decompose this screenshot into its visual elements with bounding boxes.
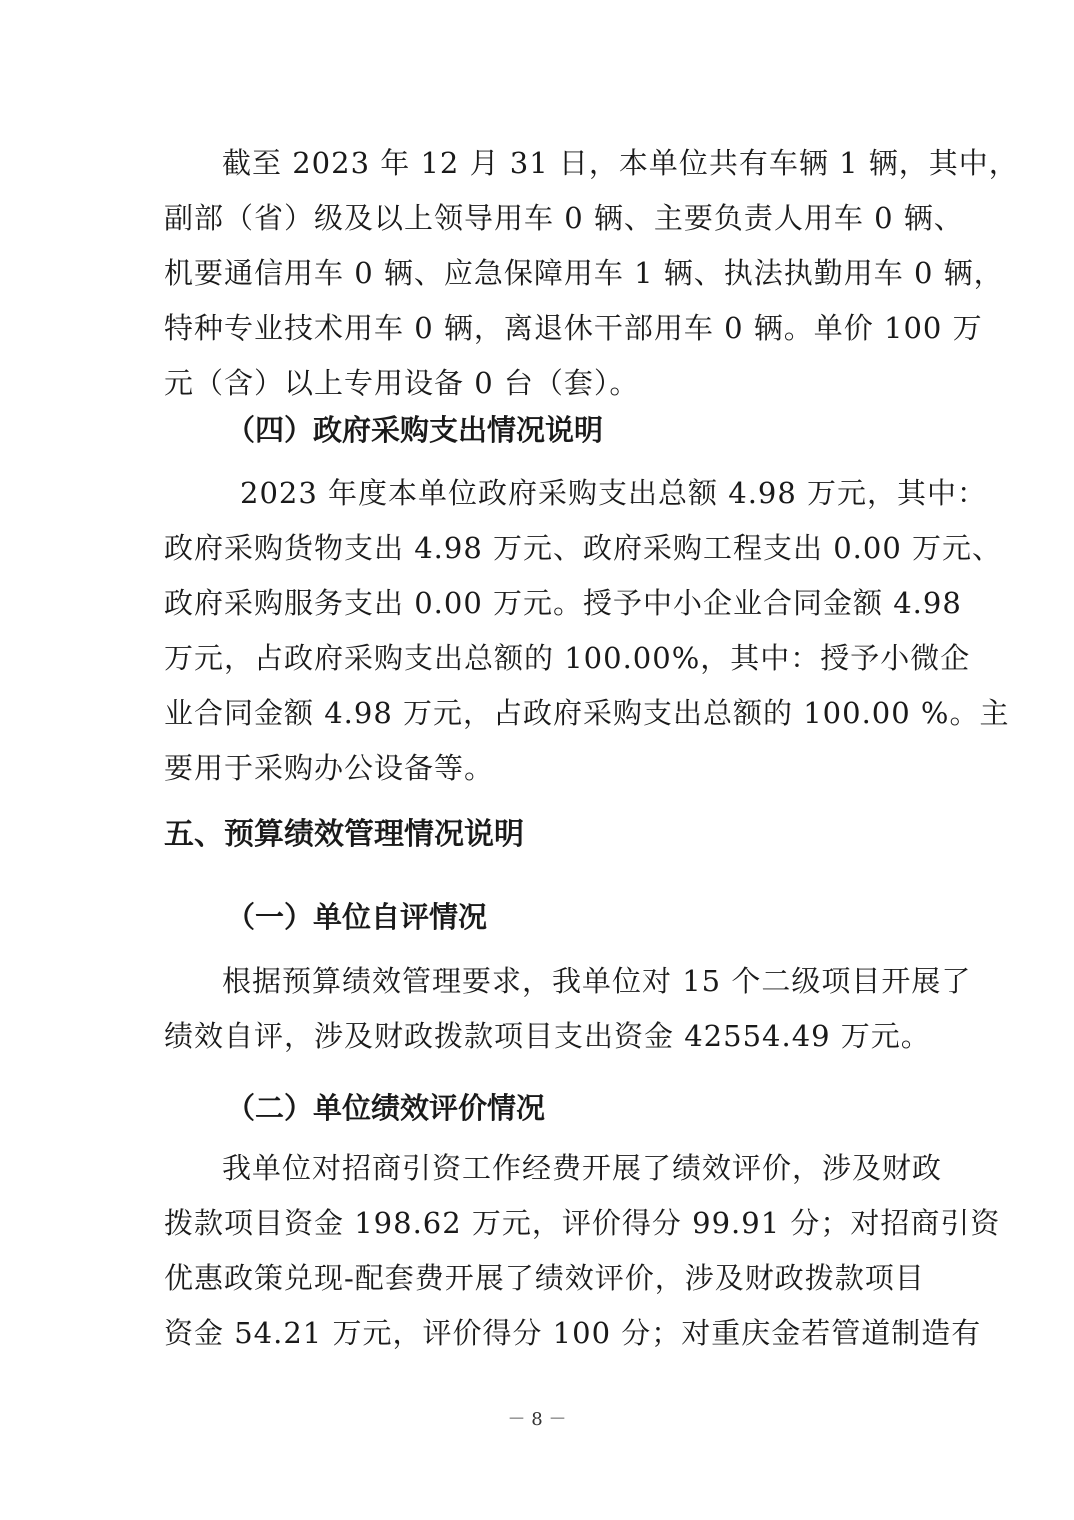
vehicles-line-5: 元（含）以上专用设备 0 台（套）。 [164,366,640,400]
procurement-line-1: 2023 年度本单位政府采购支出总额 4.98 万元，其中： [240,476,988,510]
procurement-line-2: 政府采购货物支出 4.98 万元、政府采购工程支出 0.00 万元、 [164,531,1003,565]
vehicles-line-3: 机要通信用车 0 辆、应急保障用车 1 辆、执法执勤用车 0 辆， [164,256,1004,290]
vehicles-line-1: 截至 2023 年 12 月 31 日，本单位共有车辆 1 辆，其中， [222,146,1019,180]
procurement-line-5: 业合同金额 4.98 万元，占政府采购支出总额的 100.00 %。主 [164,696,1010,730]
procurement-line-4: 万元，占政府采购支出总额的 100.00%，其中：授予小微企 [164,641,971,675]
procurement-line-3: 政府采购服务支出 0.00 万元。授予中小企业合同金额 4.98 [164,586,962,620]
vehicles-line-4: 特种专业技术用车 0 辆，离退休干部用车 0 辆。单价 100 万 [164,311,983,345]
self-evaluation-line-2: 绩效自评，涉及财政拨款项目支出资金 42554.49 万元。 [164,1019,931,1053]
vehicles-line-2: 副部（省）级及以上领导用车 0 辆、主要负责人用车 0 辆、 [164,201,964,235]
self-evaluation-heading: （一）单位自评情况 [226,900,488,934]
page-number: － 8 － [507,1409,567,1430]
performance-line-3: 优惠政策兑现-配套费开展了绩效评价，涉及财政拨款项目 [164,1261,925,1295]
chapter-5-heading: 五、预算绩效管理情况说明 [164,817,524,852]
performance-line-2: 拨款项目资金 198.62 万元，评价得分 99.91 分；对招商引资 [164,1206,1001,1240]
performance-line-4: 资金 54.21 万元，评价得分 100 分；对重庆金若管道制造有 [164,1316,982,1350]
performance-evaluation-heading: （二）单位绩效评价情况 [226,1091,546,1125]
self-evaluation-line-1: 根据预算绩效管理要求，我单位对 15 个二级项目开展了 [222,964,972,998]
procurement-line-6: 要用于采购办公设备等。 [164,751,495,785]
section-4-heading: （四）政府采购支出情况说明 [226,413,604,447]
performance-line-1: 我单位对招商引资工作经费开展了绩效评价，涉及财政 [222,1151,943,1185]
